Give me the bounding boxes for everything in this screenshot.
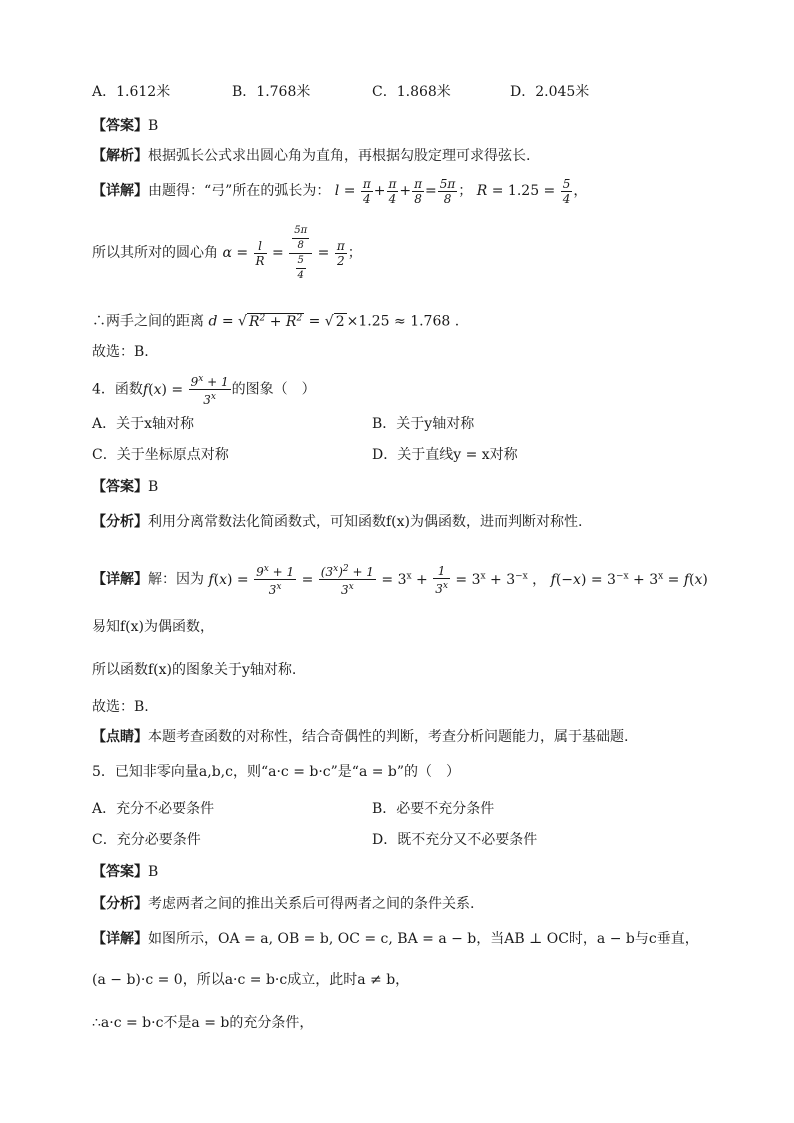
- q4-comment: 【点睛】本题考查函数的对称性，结合奇偶性的判断，考查分析问题能力，属于基础题.: [92, 729, 629, 745]
- q4-answer: 【答案】B: [92, 479, 159, 495]
- q4-option-a: A．关于x轴对称: [92, 416, 195, 432]
- q5-detail-3: ∴a·c = b·c不是a = b的充分条件，: [92, 1015, 314, 1031]
- arc-length-formula: l = $\frac{\pi}{4}$ + $\frac{\pi}{4}$ + $\frac{\pi}{8}$ = $\frac{5\pi}{8}$: [334, 176, 456, 206]
- central-angle-formula: α = $\frac{l}{R}$ = $\frac{\frac{5\pi}{8}}{\frac{5}{4}}$ = $\frac{\pi}{2}$: [222, 224, 345, 281]
- q3-detail-distance: ∴两手之间的距离 d = √ $R^2 + R^2$ = √ 2 ×1.25 ≈ 1.768 .: [92, 313, 460, 330]
- q3-option-d: D．2.045米: [510, 84, 590, 100]
- q5-option-a: A．充分不必要条件: [92, 801, 215, 817]
- distance-formula: d = √ $R^2 + R^2$ = √ 2 ×1.25 ≈ 1.768 .: [208, 313, 460, 330]
- q4-conclusion: 所以函数f(x)的图象关于y轴对称.: [92, 662, 297, 678]
- q5-detail-2: (a − b)·c = 0，所以a·c = b·c成立，此时a ≠ b，: [92, 972, 410, 988]
- radius-formula: R = 1.25 = $\frac{5}{4}$: [476, 176, 571, 206]
- q5-option-c: C．充分必要条件: [92, 832, 201, 848]
- q3-detail-arc: 【详解】由题得：“弓”所在的弧长为： l = $\frac{\pi}{4}$ + $\frac{\pi}{4}$ + $\frac{\pi}{8}$ = $\frac{5\pi}{8}$ ； R = 1.25 = $\frac{5}{4}$ ，: [92, 176, 588, 206]
- q3-detail-angle: 所以其所对的圆心角 α = $\frac{l}{R}$ = $\frac{\frac{5\pi}{8}}{\frac{5}{4}}$ = $\frac{\pi}{2}$ ；: [92, 224, 362, 281]
- q3-option-c: C．1.868米: [372, 84, 451, 100]
- q4-stem: 4．函数f(x) = $\frac{9^x + 1}{3^x}$ 的图象（ ）: [92, 374, 316, 407]
- q5-detail-1: 【详解】如图所示，OA = a, OB = b, OC = c, BA = a − b，当AB ⊥ OC时，a − b与c垂直，: [92, 931, 699, 947]
- q4-even: 易知f(x)为偶函数，: [92, 619, 215, 635]
- q4-simplification: f(x) = $\frac{9^x + 1}{3^x}$ = $\frac{(3^x)^2 + 1}{3^x}$ = $3^x$ + $\frac{1}{3^x}$ = $3^x + 3^{-x}$ ， $f(-x) = 3^{-x} + 3^x = f(x)$: [208, 563, 708, 598]
- q5-stem: 5．已知非零向量a,b,c，则“a·c = b·c”是“a = b”的（ ）: [92, 764, 461, 780]
- q4-option-d: D．关于直线y = x对称: [372, 447, 518, 463]
- q4-analysis: 【分析】利用分离常数法化简函数式，可知函数f(x)为偶函数，进而判断对称性.: [92, 514, 583, 530]
- q4-function: f(x) = $\frac{9^x + 1}{3^x}$: [142, 374, 229, 407]
- q4-option-c: C．关于坐标原点对称: [92, 447, 229, 463]
- q5-answer: 【答案】B: [92, 864, 159, 880]
- q5-option-b: B．必要不充分条件: [372, 801, 495, 817]
- q3-option-a: A．1.612米: [92, 84, 171, 100]
- q4-choose: 故选：B.: [92, 699, 149, 715]
- q4-option-b: B．关于y轴对称: [372, 416, 475, 432]
- q5-analysis: 【分析】考虑两者之间的推出关系后可得两者之间的条件关系.: [92, 896, 475, 912]
- q3-choose: 故选：B.: [92, 344, 149, 360]
- q3-analysis: 【解析】根据弧长公式求出圆心角为直角，再根据勾股定理可求得弦长.: [92, 148, 531, 164]
- q3-answer: 【答案】B: [92, 118, 159, 134]
- q4-detail: 【详解】解：因为 f(x) = $\frac{9^x + 1}{3^x}$ = $\frac{(3^x)^2 + 1}{3^x}$ = $3^x$ + $\frac{1}{3^x}$ = $3^x + 3^{-x}$ ， $f(-x) = 3^{-x} + 3^x = f(x)$: [92, 563, 708, 598]
- q5-option-d: D．既不充分又不必要条件: [372, 832, 538, 848]
- q3-option-b: B．1.768米: [232, 84, 311, 100]
